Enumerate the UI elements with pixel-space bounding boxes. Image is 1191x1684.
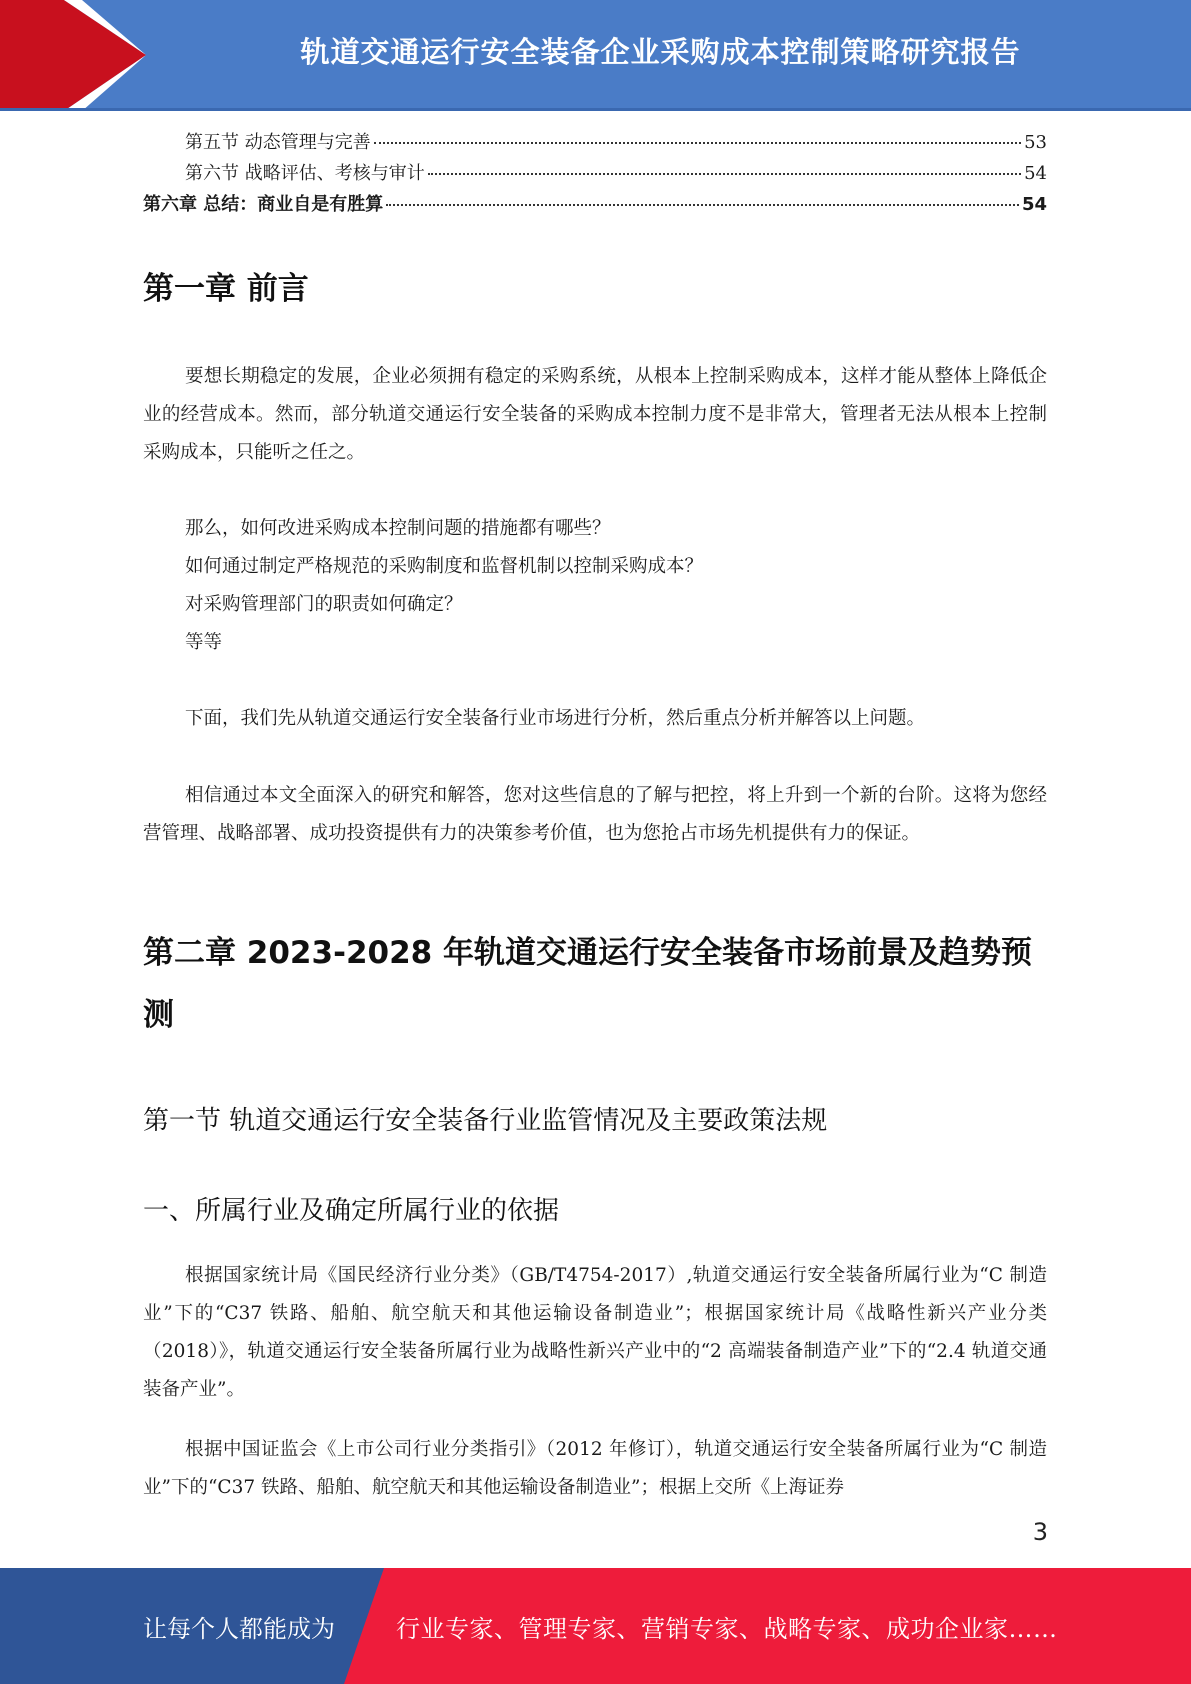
toc-entry[interactable]	[143, 128, 1047, 159]
page-number: 3	[1032, 1518, 1048, 1546]
toc-entry[interactable]	[143, 190, 1047, 221]
toc-entry-title: 第五节 动态管理与完善	[185, 132, 371, 153]
footer-slogan-left: 让每个人都能成为	[143, 1614, 335, 1643]
page-header	[0, 0, 1191, 111]
chapter-1-paragraph-2: 下面，我们先从轨道交通运行安全装备行业市场进行分析，然后重点分析并解答以上问题。	[185, 708, 926, 729]
chapter-1-paragraph-1: 要想长期稳定的发展，企业必须拥有稳定的采购系统，从根本上控制采购成本，这样才能从整体上降低企业的经营成本。然而，部分轨道交通运行安全装备的采购成本控制力度不是非常大，管理者无法从根本上控制采购成本，只能听之任之。	[143, 366, 1047, 463]
toc-entry-page: 53	[1024, 132, 1047, 153]
subsection-1-heading: 一、所属行业及确定所属行业的依据	[143, 1196, 560, 1226]
footer-slogan-right: 行业专家、管理专家、营销专家、战略专家、成功企业家……	[396, 1614, 1058, 1643]
chapter-2-heading: 第二章 2023-2028 年轨道交通运行安全装备市场前景及趋势预测	[143, 935, 1033, 1033]
chapter-2-paragraph-2: 根据中国证监会《上市公司行业分类指引》（2012 年修订），轨道交通运行安全装备所属行业为“C 制造业”下的“C37 铁路、船舶、航空航天和其他运输设备制造业”；根据上交所《上海证券	[143, 1439, 1047, 1498]
page-footer	[0, 1568, 1191, 1684]
chapter-1-paragraph-3: 相信通过本文全面深入的研究和解答，您对这些信息的了解与把控，将上升到一个新的台阶。这将为您经营管理、战略部署、成功投资提供有力的决策参考价值，也为您抢占市场先机提供有力的保证。	[143, 785, 1047, 844]
question-line: 等等	[185, 632, 223, 653]
toc-entry-page: 54	[1024, 163, 1047, 184]
toc-leader-dots	[374, 142, 1021, 144]
report-title: 轨道交通运行安全装备企业采购成本控制策略研究报告	[300, 34, 1021, 69]
question-line: 对采购管理部门的职责如何确定？	[185, 594, 463, 615]
toc-entry-title: 第六章 总结：商业自是有胜算	[143, 194, 384, 215]
toc-leader-dots	[428, 173, 1021, 175]
section-1-heading: 第一节 轨道交通运行安全装备行业监管情况及主要政策法规	[143, 1106, 828, 1136]
table-of-contents	[143, 128, 1047, 221]
header-bottom-edge	[0, 108, 1191, 111]
toc-leader-dots	[386, 204, 1019, 206]
chapter-1-heading: 第一章 前言	[143, 271, 309, 307]
toc-entry[interactable]	[143, 159, 1047, 190]
toc-entry-page: 54	[1021, 194, 1047, 215]
toc-entry-title: 第六节 战略评估、考核与审计	[185, 163, 425, 184]
header-red-chevron	[0, 0, 146, 111]
question-line: 如何通过制定严格规范的采购制度和监督机制以控制采购成本？	[185, 556, 704, 577]
chapter-2-paragraph-1: 根据国家统计局《国民经济行业分类》（GB/T4754-2017）,轨道交通运行安全装备所属行业为“C 制造业”下的“C37 铁路、船舶、航空航天和其他运输设备制造业”；根据国家统计局《战略性新兴产业分类（2018）》，轨道交通运行安全装备所属行业为战略性新兴产业中的“2 高端装备制造产业”下的“2.4 轨道交通装备产业”。	[143, 1265, 1047, 1400]
question-line: 那么，如何改进采购成本控制问题的措施都有哪些？	[185, 518, 611, 539]
